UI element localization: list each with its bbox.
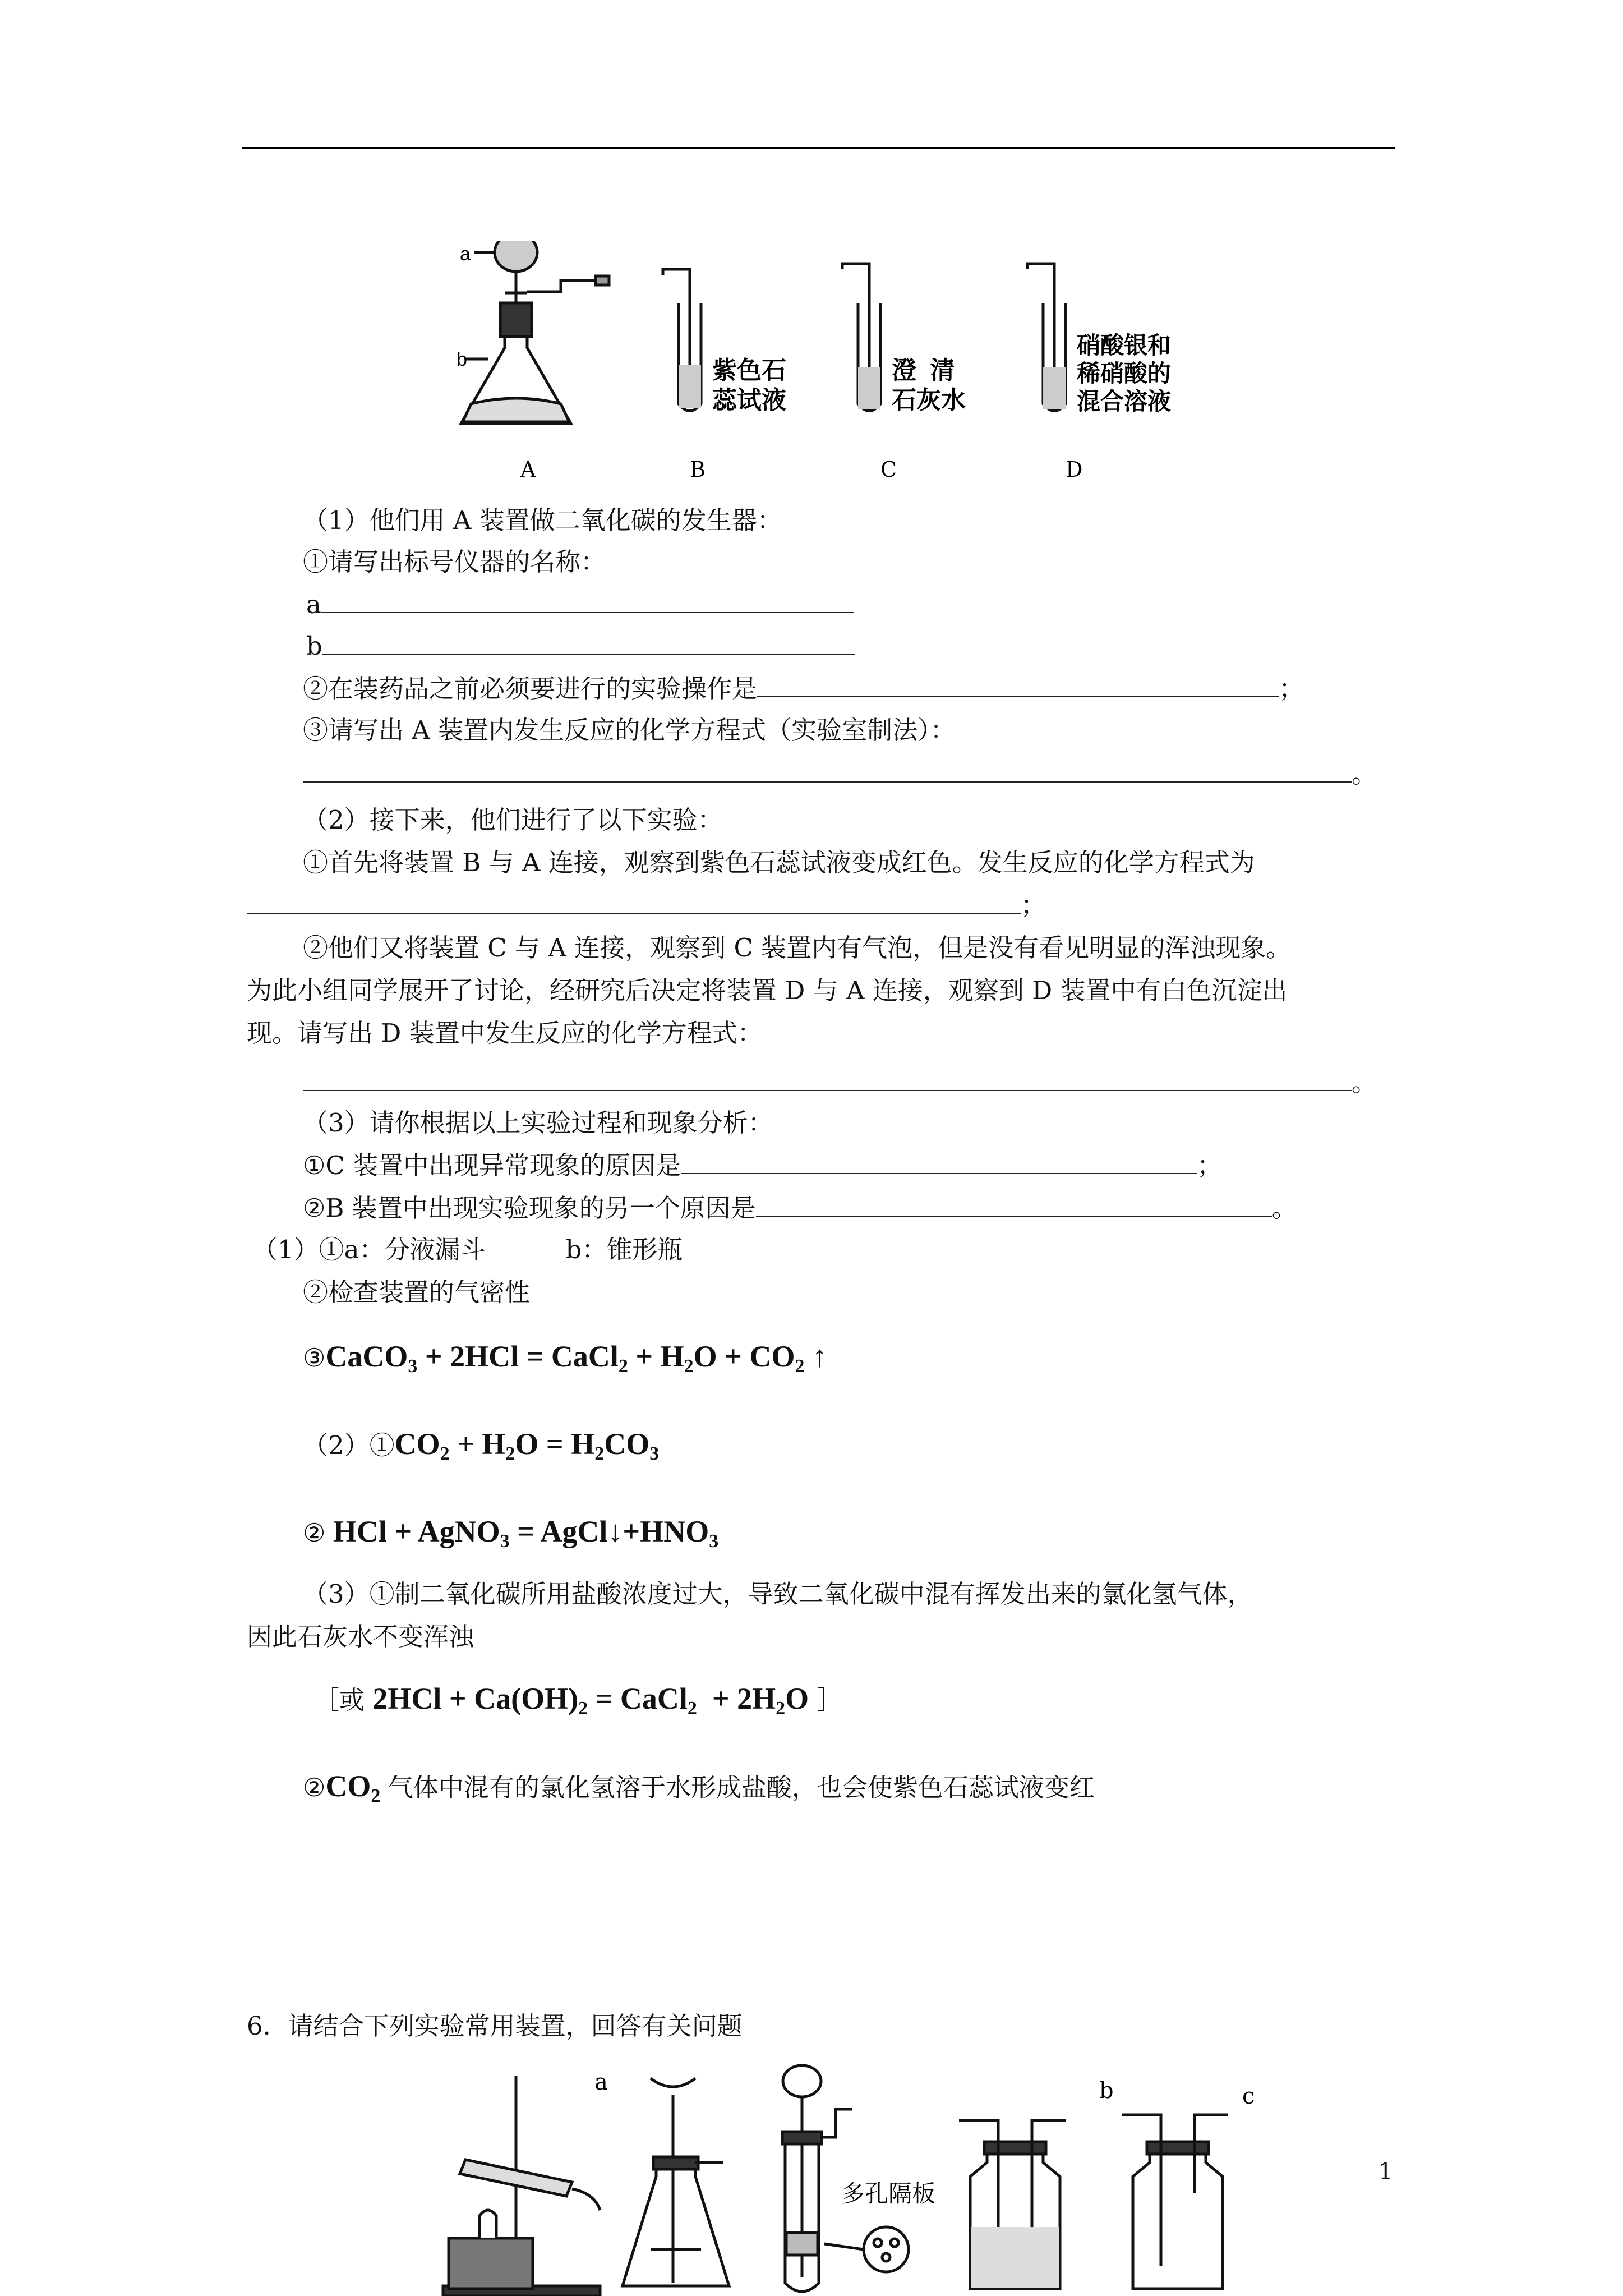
figure1-caption-c: C (880, 457, 897, 482)
figure1-d-text-2: 稀硝酸的 (1077, 360, 1172, 386)
q1-line-a (306, 588, 854, 622)
q1-intro: （1）他们用 A 装置做二氧化碳的发生器： (303, 505, 782, 535)
q3-sub2-text: ②B 装置中出现实验现象的另一个原因是 (303, 1193, 756, 1223)
figure2-label-c: c (1242, 2083, 1255, 2109)
figure1-d-text-3: 混合溶液 (1077, 388, 1172, 415)
q2-sub1-end: ； (1021, 890, 1046, 920)
answer-3b-prefix: ② (303, 1773, 326, 1802)
equation-hcl-caoh2: $2HCl + Ca(OH)_2$ = CaCl$_2$ + $2H_2O$ (372, 1682, 809, 1719)
q3-intro: （3）请你根据以上实验过程和现象分析： (303, 1108, 773, 1138)
header-rule (242, 147, 1395, 149)
q2-line-eq2 (303, 1066, 1377, 1099)
q1-sub2 (303, 672, 1304, 706)
equation-caco3-hcl: CaCO$_3$ + 2HCl = CaCl$_2$ + $H_2O + CO_2$ ↑ (325, 1340, 827, 1377)
answer-3-alt (314, 1682, 842, 1726)
answer-3-alt-open: ［或 (314, 1685, 373, 1715)
q3-sub1-end: ； (1197, 1151, 1223, 1180)
q1-label-b: b (306, 631, 322, 661)
answer-3-alt-close: ］ (809, 1685, 842, 1715)
figure1-caption-a: A (520, 457, 536, 482)
figure1-caption-d: D (1066, 457, 1083, 482)
q2-sub2-line1: ②他们又将装置 C 与 A 连接，观察到 C 装置内有气泡，但是没有看见明显的浑浊现象。 (303, 933, 1292, 963)
q3-sub2-end: 。 (1271, 1193, 1297, 1223)
answer-blank-reason-c[interactable] (681, 1151, 1197, 1174)
q6-title: 6．请结合下列实验常用装置，回答有关问题 (247, 2011, 743, 2041)
formula-co2: $CO_2$ (325, 1769, 381, 1806)
answer-blank-equation-b[interactable] (247, 890, 1021, 914)
answer-2b (303, 1515, 718, 1558)
q1-line-b (306, 629, 855, 663)
answer-blank-equation-a[interactable] (303, 759, 1352, 783)
q1-sub3: ③请写出 A 装置内发生反应的化学方程式（实验室制法）： (303, 715, 956, 745)
answer-1: （1）①a：分液漏斗 b：锥形瓶 (252, 1235, 683, 1264)
q3-sub1-text: ①C 装置中出现异常现象的原因是 (303, 1151, 681, 1180)
answer-1b: ②检查装置的气密性 (303, 1277, 531, 1307)
q1-sub2-text: ②在装药品之前必须要进行的实验操作是 (303, 674, 758, 703)
answer-blank-a[interactable] (321, 590, 854, 613)
figure1-label-a: a (460, 243, 471, 265)
figure1-label-b: b (457, 349, 467, 370)
answer-blank-reason-b[interactable] (756, 1193, 1272, 1217)
figure2-plate-label: 多孔隔板 (841, 2180, 936, 2207)
answer-2-prefix: （2）① (303, 1430, 395, 1460)
q2-intro: （2）接下来，他们进行了以下实验： (303, 805, 723, 835)
answer-blank-b[interactable] (322, 631, 855, 655)
answer-1c-prefix: ③ (303, 1343, 326, 1373)
figure1-b-text-2: 蕊试液 (712, 386, 786, 414)
page-number: 1 (1378, 2159, 1393, 2184)
q1-label-a: a (306, 590, 321, 619)
answer-3-line2: 因此石灰水不变浑浊 (247, 1622, 474, 1651)
answer-2b-prefix: ② (303, 1518, 326, 1548)
q2-end: 。 (1352, 1068, 1377, 1097)
figure1-d-text-1: 硝酸银和 (1077, 332, 1172, 358)
apparatus-figure-2 (432, 2064, 1290, 2296)
equation-hcl-agno3: HCl + AgNO$_3$ = $AgCl↓+HNO_3$ (325, 1515, 719, 1552)
q1-sub1: ①请写出标号仪器的名称： (303, 547, 606, 577)
figure2-label-a: a (594, 2069, 608, 2095)
figure1-caption-b: B (690, 457, 706, 482)
answer-3b (303, 1769, 1095, 1813)
answer-1c (303, 1340, 827, 1383)
answer-blank-equation-d[interactable] (303, 1068, 1352, 1091)
figure1-c-text-2: 石灰水 (892, 386, 966, 414)
q1-sub2-end: ； (1279, 674, 1304, 703)
apparatus-figure-1 (449, 241, 1234, 488)
q2-sub2-line2: 为此小组同学展开了讨论，经研究后决定将装置 D 与 A 连接，观察到 D 装置中有白色沉淀出 (247, 976, 1288, 1005)
answer-2 (303, 1427, 659, 1471)
figure1-b-text-1: 紫色石 (712, 357, 786, 384)
figure2-label-b: b (1099, 2078, 1114, 2104)
q2-sub2-line3: 现。请写出 D 装置中发生反应的化学方程式： (247, 1018, 763, 1048)
figure1-c-text-1: 澄 清 (892, 357, 955, 384)
q1-end: 。 (1352, 759, 1377, 789)
q2-sub1: ①首先将装置 B 与 A 连接，观察到紫色石蕊试液变成红色。发生反应的化学方程式为 (303, 848, 1255, 877)
answer-blank-operation[interactable] (757, 674, 1279, 697)
answer-3b-text: 气体中混有的氯化氢溶于水形成盐酸，也会使紫色石蕊试液变红 (388, 1773, 1095, 1802)
q1-line-eq (303, 757, 1377, 791)
equation-co2-h2o: $CO_2 + H_2O = H_2CO_3$ (394, 1427, 660, 1464)
answer-3-line1: （3）①制二氧化碳所用盐酸浓度过大，导致二氧化碳中混有挥发出来的氯化氢气体， (303, 1579, 1253, 1609)
q3-sub2 (303, 1191, 1297, 1225)
q2-line-eq1 (247, 889, 1046, 922)
q3-sub1 (303, 1149, 1222, 1182)
